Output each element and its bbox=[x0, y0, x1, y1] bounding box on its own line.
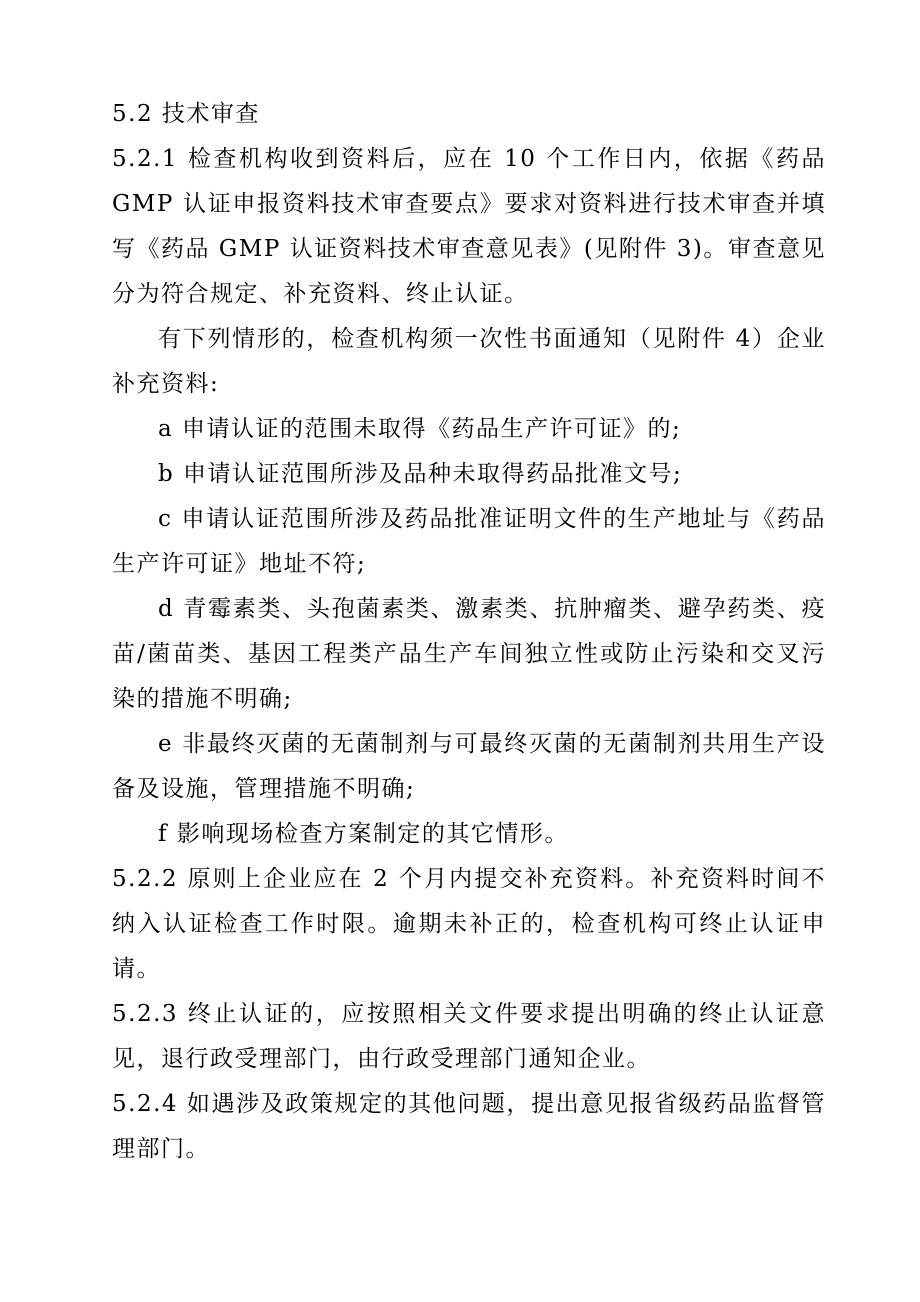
item-c: c 申请认证范围所涉及药品批准证明文件的生产地址与《药品生产许可证》地址不符; bbox=[112, 506, 826, 577]
clause-5-2-1: 5.2.1 检查机构收到资料后，应在 10 个工作日内，依据《药品 GMP 认证申报资料技术审查要点》要求对资料进行技术审查并填写《药品 GMP 认证资料技术审查意见表》(见附件 3)。审查意见分为符合规定、补充资料、终止认证。 bbox=[112, 146, 826, 307]
document-body bbox=[112, 92, 826, 1172]
clause-5-2-4: 5.2.4 如遇涉及政策规定的其他问题，提出意见报省级药品监督管理部门。 bbox=[112, 1091, 826, 1162]
clause-5-2-3: 5.2.3 终止认证的，应按照相关文件要求提出明确的终止认证意见，退行政受理部门，由行政受理部门通知企业。 bbox=[112, 1001, 826, 1072]
section-heading: 5.2 技术审查 bbox=[112, 101, 260, 127]
item-e: e 非最终灭菌的无菌制剂与可最终灭菌的无菌制剂共用生产设备及设施，管理措施不明确; bbox=[112, 731, 826, 802]
item-a: a 申请认证的范围未取得《药品生产许可证》的; bbox=[158, 416, 682, 442]
supplement-intro: 有下列情形的，检查机构须一次性书面通知（见附件 4）企业补充资料: bbox=[112, 326, 826, 397]
clause-5-2-2: 5.2.2 原则上企业应在 2 个月内提交补充资料。补充资料时间不纳入认证检查工作时限。逾期未补正的，检查机构可终止认证申请。 bbox=[112, 866, 826, 982]
item-b: b 申请认证范围所涉及品种未取得药品批准文号; bbox=[158, 461, 683, 487]
item-d: d 青霉素类、头孢菌素类、激素类、抗肿瘤类、避孕药类、疫苗/菌苗类、基因工程类产品生产车间独立性或防止污染和交叉污染的措施不明确; bbox=[112, 596, 826, 712]
item-f: f 影响现场检查方案制定的其它情形。 bbox=[158, 821, 569, 847]
